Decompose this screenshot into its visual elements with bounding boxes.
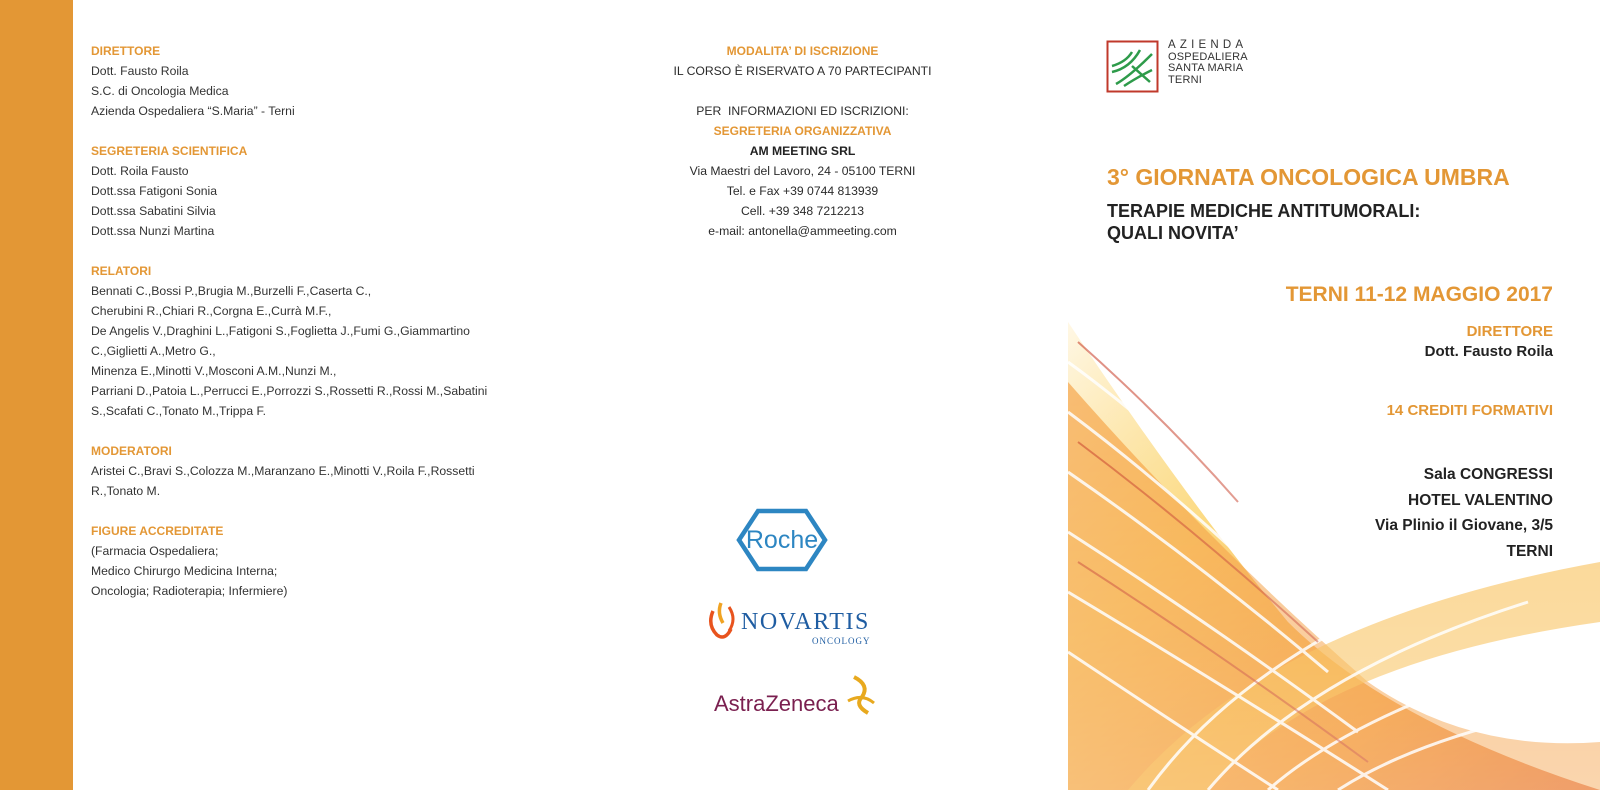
roche-logo <box>736 508 828 572</box>
section-relatori <box>91 261 511 421</box>
credits-badge: 14 CREDITI FORMATIVI <box>1386 402 1553 419</box>
director-label: DIRETTORE <box>1466 323 1553 340</box>
hospital-logo-text <box>1168 40 1248 86</box>
event-date: TERNI 11-12 MAGGIO 2017 <box>1285 283 1553 306</box>
company-address: Via Maestri del Lavoro, 24 - 05100 TERNI <box>689 164 916 178</box>
section-line: Dott.ssa Sabatini Silvia <box>91 204 216 218</box>
astrazeneca-logo <box>712 671 882 723</box>
registration-column <box>620 41 985 241</box>
roche-logo-text: Roche <box>745 526 819 554</box>
event-subtitle-line: QUALI NOVITA’ <box>1107 223 1239 243</box>
section-line: Medico Chirurgo Medicina Interna; <box>91 564 278 578</box>
section-figure-accreditate <box>91 521 511 601</box>
section-line: C.,Giglietti A.,Metro G., <box>91 344 216 358</box>
section-heading: SEGRETERIA SCIENTIFICA <box>91 144 248 158</box>
secretariat-heading: SEGRETERIA ORGANIZZATIVA <box>713 124 892 138</box>
section-line: Cherubini R.,Chiari R.,Corgna E.,Currà M.F., <box>91 304 332 318</box>
section-heading: DIRETTORE <box>91 44 161 58</box>
section-line: Oncologia; Radioterapia; Infermiere) <box>91 584 288 598</box>
section-line: Dott.ssa Fatigoni Sonia <box>91 184 218 198</box>
left-column <box>91 41 511 621</box>
section-line: Aristei C.,Bravi S.,Colozza M.,Maranzano E.,Minotti V.,Roila F.,Rossetti <box>91 464 475 478</box>
section-moderatori <box>91 441 511 501</box>
section-heading: MODERATORI <box>91 444 172 458</box>
section-line: S.C. di Oncologia Medica <box>91 84 229 98</box>
company-phone: Tel. e Fax +39 0744 813939 <box>726 184 879 198</box>
novartis-logo-subtext: ONCOLOGY <box>812 636 871 646</box>
event-subtitle <box>1107 200 1420 244</box>
event-subtitle-line: TERAPIE MEDICHE ANTITUMORALI: <box>1107 201 1421 221</box>
logo-line: OSPEDALIERA <box>1168 50 1248 63</box>
novartis-logo-text: NOVARTIS <box>741 609 870 635</box>
venue-line: Via Plinio il Giovane, 3/5 <box>1374 517 1553 534</box>
company-email[interactable]: e-mail: antonella@ammeeting.com <box>708 224 897 238</box>
section-heading: RELATORI <box>91 264 152 278</box>
venue-line: Sala CONGRESSI <box>1423 466 1553 483</box>
logo-line: TERNI <box>1168 73 1202 86</box>
info-label: PER INFORMAZIONI ED ISCRIZIONI: <box>696 104 909 118</box>
venue-line: TERNI <box>1506 542 1553 560</box>
hospital-logo-icon <box>1106 40 1166 96</box>
section-direttore <box>91 41 511 121</box>
section-line: De Angelis V.,Draghini L.,Fatigoni S.,Foglietta J.,Fumi G.,Giammartino <box>91 324 470 338</box>
astrazeneca-logo-text: AstraZeneca <box>714 691 839 716</box>
company-name: AM MEETING SRL <box>749 144 856 158</box>
section-line: S.,Scafati C.,Tonato M.,Trippa F. <box>91 404 266 418</box>
section-line: Dott.ssa Nunzi Martina <box>91 224 215 238</box>
venue-line: HOTEL VALENTINO <box>1408 491 1553 509</box>
director-name: Dott. Fausto Roila <box>1424 343 1553 360</box>
novartis-logo <box>707 597 887 649</box>
section-heading: FIGURE ACCREDITATE <box>91 524 224 538</box>
section-line: (Farmacia Ospedaliera; <box>91 544 219 558</box>
section-line: Azienda Ospedaliera “S.Maria” - Terni <box>91 104 295 118</box>
event-title: 3° GIORNATA ONCOLOGICA UMBRA <box>1107 164 1510 190</box>
section-line: Bennati C.,Bossi P.,Brugia M.,Burzelli F.,Caserta C., <box>91 284 372 298</box>
section-line: Dott. Fausto Roila <box>91 64 189 78</box>
section-line: Parriani D.,Patoia L.,Perrucci E.,Porrozzi S.,Rossetti R.,Rossi M.,Sabatini <box>91 384 488 398</box>
venue-block <box>1375 462 1553 564</box>
logo-line: AZIENDA <box>1168 39 1248 51</box>
registration-heading: MODALITA’ DI ISCRIZIONE <box>726 44 879 58</box>
section-line: R.,Tonato M. <box>91 484 161 498</box>
section-line: Dott. Roila Fausto <box>91 164 189 178</box>
company-mobile: Cell. +39 348 7212213 <box>741 204 864 218</box>
registration-note: IL CORSO È RISERVATO A 70 PARTECIPANTI <box>673 64 932 78</box>
orange-side-stripe <box>0 0 73 790</box>
section-segreteria-scientifica <box>91 141 511 241</box>
logo-line: SANTA MARIA <box>1168 62 1244 74</box>
section-line: Minenza E.,Minotti V.,Mosconi A.M.,Nunzi M., <box>91 364 337 378</box>
